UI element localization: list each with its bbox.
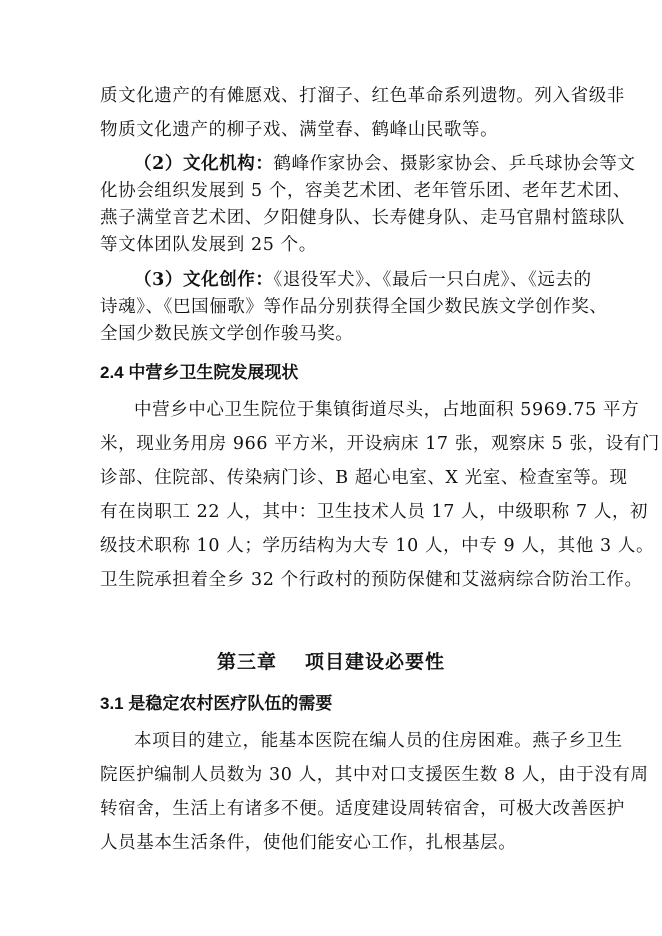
chapter-number: 第三章 bbox=[216, 651, 277, 673]
paragraph-line: 诊部、住院部、传染病门诊、B 超心电室、X 光室、检查室等。现 bbox=[100, 468, 628, 488]
culture-org-text: 鹤峰作家协会、摄影家协会、乒乓球协会等文 bbox=[273, 154, 636, 174]
chapter-name: 项目建设必要性 bbox=[305, 651, 446, 673]
paragraph-line: 全国少数民族文学创作骏马奖。 bbox=[100, 324, 354, 344]
paragraph-line: 人员基本生活条件，使他们能安心工作，扎根基层。 bbox=[100, 833, 517, 853]
section-heading-2-4: 2.4 中营乡卫生院发展现状 bbox=[100, 363, 299, 382]
paragraph-line: 等文体团队发展到 25 个。 bbox=[100, 235, 317, 255]
culture-org-label: （2）文化机构： bbox=[134, 154, 274, 174]
culture-creation-paragraph bbox=[134, 268, 592, 292]
paragraph-line: 有在岗职工 22 人，其中：卫生技术人员 17 人，中级职称 7 人，初 bbox=[100, 502, 649, 522]
section-heading-3-1: 3.1 是稳定农村医疗队伍的需要 bbox=[100, 694, 333, 713]
culture-creation-label: （3）文化创作： bbox=[134, 270, 274, 290]
paragraph-line: 化协会组织发展到 5 个，容美艺术团、老年管乐团、老年艺术团、 bbox=[100, 181, 631, 201]
paragraph-line: 级技术职称 10 人；学历结构为大专 10 人，中专 9 人，其他 3 人。 bbox=[100, 536, 655, 556]
culture-creation-text: 《退役军犬》、《最后一只白虎》、《远去的 bbox=[273, 270, 592, 290]
paragraph-line: 物质文化遗产的柳子戏、满堂春、鹤峰山民歌等。 bbox=[100, 120, 499, 140]
paragraph-line: 米，现业务用房 966 平方米，开设病床 17 张，观察床 5 张，设有门 bbox=[100, 434, 660, 454]
paragraph-line: 燕子满堂音艺术团、夕阳健身队、长寿健身队、走马官鼎村篮球队 bbox=[100, 208, 625, 228]
paragraph-line: 中营乡中心卫生院位于集镇街道尽头，占地面积 5969.75 平方 bbox=[134, 400, 640, 420]
paragraph-line: 诗魂》、《巴国俪歌》等作品分别获得全国少数民族文学创作奖、 bbox=[100, 297, 608, 317]
paragraph-line: 转宿舍，生活上有诸多不便。适度建设周转宿舍，可极大改善医护 bbox=[100, 799, 625, 819]
paragraph-line: 本项目的建立，能基本医院在编人员的住房困难。燕子乡卫生 bbox=[134, 731, 623, 751]
culture-org-paragraph bbox=[134, 152, 636, 176]
paragraph-line: 院医护编制人员数为 30 人，其中对口支援医生数 8 人，由于没有周 bbox=[100, 765, 649, 785]
paragraph-line: 质文化遗产的有傩愿戏、打溜子、红色革命系列遗物。列入省级非 bbox=[100, 86, 625, 106]
paragraph-line: 卫生院承担着全乡 32 个行政村的预防保健和艾滋病综合防治工作。 bbox=[100, 570, 643, 590]
chapter-title bbox=[0, 649, 662, 675]
